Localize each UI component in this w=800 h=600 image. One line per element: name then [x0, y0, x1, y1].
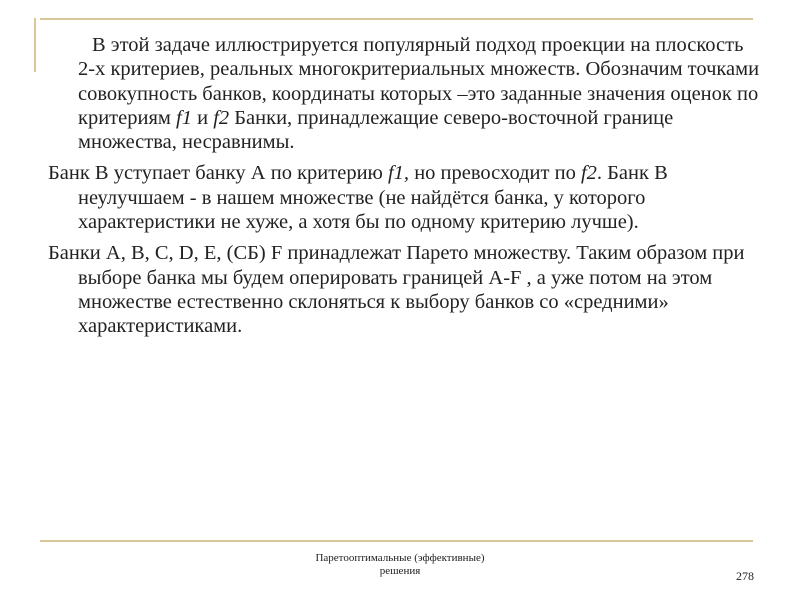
- paragraph-text: Банки, принадлежащие северо-восточной границе множества, несравнимы.: [78, 106, 674, 154]
- footer-title-line: решения: [379, 565, 421, 577]
- paragraph-text: Банки А, В, С, D, E, (СБ) F принадлежат Парето множеству. Таким образом при выборе банка мы будем оперировать границей А-F , а уже потом на этом множестве естественно склоняться к выбору банков со «средними» характеристиками.: [48, 242, 745, 338]
- left-accent-bar: [34, 18, 36, 72]
- bottom-divider: [40, 540, 753, 542]
- footer-title-line: Паретооптимальные (эффективные): [315, 552, 485, 564]
- paragraph-text: . Банк В неулучшаем - в нашем множестве (не найдётся банка, у которого характеристики не хуже, а хотя бы по одному критерию лучше).: [78, 162, 668, 234]
- criterion-f2: f2: [213, 106, 230, 129]
- paragraph-text: но превосходит по: [409, 162, 581, 185]
- paragraph-text: В этой задаче иллюстрируется популярный подход проекции на плоскость 2-х критериев, реальных многокритериальных множеств. Обозначим точками совокупность банков, координаты которых –это заданные значения оценок по критериям: [78, 34, 760, 129]
- page-number: 278: [736, 569, 754, 583]
- paragraph-text: и: [191, 106, 214, 129]
- criterion-f1: f1,: [387, 162, 410, 185]
- paragraph-text: Банк В уступает банку А по критерию: [48, 162, 388, 185]
- slide-body: [48, 33, 760, 346]
- paragraph-pareto-set: [48, 241, 760, 338]
- top-divider: [40, 18, 753, 20]
- footer-title: [270, 552, 530, 578]
- paragraph-bank-comparison: [48, 161, 760, 234]
- criterion-f2: f2: [580, 162, 597, 185]
- paragraph-projection-approach: [48, 33, 760, 154]
- criterion-f1: f1: [176, 106, 192, 129]
